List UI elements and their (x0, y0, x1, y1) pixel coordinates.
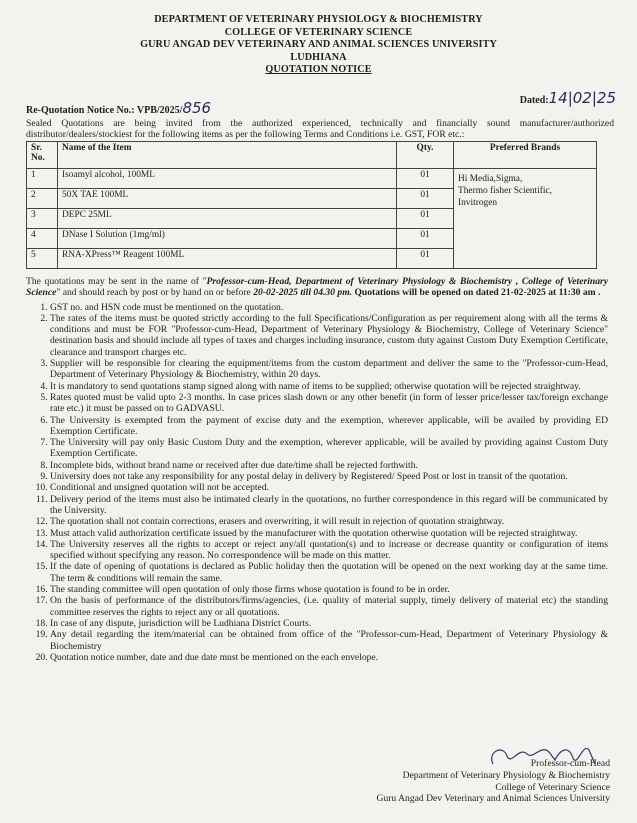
cell-sr: 4 (27, 229, 58, 249)
list-item: 7. The University will pay only Basic Custom Duty and the exemption, wherever applicable, will be availed by providing against Custom Duty Exemption Certificate. (50, 437, 608, 460)
list-item: 11. Delivery period of the items must also be intimated clearly in the quotations, no further correspondence in this regard will be communicated by the University. (50, 494, 608, 517)
signatory-title: Professor-cum-Head (530, 758, 610, 769)
cell-qty: 01 (397, 229, 454, 249)
opening-date: Quotations will be opened on dated 21-02-2025 at 11:30 am . (352, 287, 601, 299)
notice-title: QUOTATION NOTICE (265, 64, 372, 76)
cell-sr: 1 (27, 169, 58, 189)
table-row (27, 169, 597, 189)
signatory-university: Guru Angad Dev Veterinary and Animal Sciences University (376, 793, 610, 805)
list-item: 9. University does not take any responsibility for any postal delay in delivery by Registered/ Speed Post or lost in transit of the quotation. (50, 471, 608, 482)
list-item: 6. The University is exempted from the payment of excise duty and the exemption, wherever applicable, will be availed by providing ED Exemption Certificate. (50, 415, 608, 438)
list-item: 3. Supplier will be responsible for clearing the equipment/items from the custom department and deliver the same to the "Professor-cum-Head, Department of Veterinary Physiology & Biochemistry, within 20 days. (50, 358, 608, 381)
notice-number-label: Re-Quotation Notice No.: VPB/2025/ (26, 105, 183, 116)
intro-paragraph: Sealed Quotations are being invited from the authorized experienced, technically and financially sound manufacturer/authorized distributor/dealers/stockiest for the following items as per the following Terms and Conditions i.e. GST, FOR etc.: (26, 118, 614, 141)
cell-sr: 2 (27, 189, 58, 209)
list-item: 19. Any detail regarding the item/material can be obtained from office of the "Professor-cum-Head, Department of Veterinary Physiology & Biochemistry (50, 629, 608, 652)
date-label: Dated: (519, 95, 549, 106)
reference-line (26, 89, 616, 117)
signatory-college: College of Veterinary Science (495, 781, 610, 793)
university-name: GURU ANGAD DEV VETERINARY AND ANIMAL SCIENCES UNIVERSITY (140, 39, 497, 51)
header-qty: Qty. (397, 142, 454, 169)
cell-sr: 3 (27, 209, 58, 229)
addressee: Professor-cum-Head, Department of Veterinary Physiology & Biochemistry , College of Veterinary Science (26, 276, 609, 299)
city-name: LUDHIANA (290, 51, 347, 63)
cell-qty: 01 (397, 209, 454, 229)
items-table (26, 141, 597, 269)
cell-qty: 01 (397, 249, 454, 269)
department-name: DEPARTMENT OF VETERINARY PHYSIOLOGY & BIOCHEMISTRY (154, 14, 483, 25)
terms-list (26, 302, 608, 664)
list-item: 17. On the basis of performance of the distributors/firms/agencies, (i.e. quality of material supply, timely delivery of material etc) the standing committee reserves the rights to reject any or all quotations. (50, 595, 608, 618)
header-item-name: Name of the Item (58, 142, 397, 169)
table-header-row (27, 142, 597, 169)
list-item: 20. Quotation notice number, date and due date must be mentioned on the each envelope. (50, 652, 608, 663)
list-item: 8. Incomplete bids, without brand name or received after due date/time shall be rejected forthwith. (50, 460, 608, 471)
brand-line: Thermo fisher Scientific, (458, 186, 552, 196)
signature-scribble-icon (485, 738, 605, 772)
list-item: 12. The quotation shall not contain corrections, erasers and overwriting, it will result in rejection of quotation straightway. (50, 516, 608, 527)
cell-sr: 5 (27, 249, 58, 269)
signatory-department: Department of Veterinary Physiology & Biochemistry (402, 769, 610, 781)
cell-item: DNase I Solution (1mg/ml) (58, 229, 397, 249)
due-date: 20-02-2025 till 04.30 pm. (253, 287, 353, 299)
list-item: 15. If the date of opening of quotations is declared as Public holiday then the quotation will be opened on the next working day at the same time. The term & conditions will remain the same. (50, 561, 608, 584)
letterhead (0, 14, 637, 77)
notice-body (26, 276, 608, 663)
handwritten-notice-number: 856 (182, 99, 212, 117)
list-item: 2. The rates of the items must be quoted strictly according to the full Specifications/Configuration as per requirement along with all the terms & conditions and must be FOR "Professor-cum-Head, Department of Veterinary Physiology & Biochemistry, College of Veterinary Science" destination basis and should include all types of taxes and charges including insurance, custom duty against Custom Duty Exemption Certificate, clearance and transport charges etc. (50, 313, 608, 358)
notice-date (520, 89, 616, 107)
cell-item: DEPC 25ML (58, 209, 397, 229)
cell-item: Isoamyl alcohol, 100ML (58, 169, 397, 189)
list-item: 5. Rates quoted must be valid upto 2-3 months. In case prices slash down or any other benefit (in form of lesser price/lesser tax/foreign exchange rate etc.) it must be passed on to GADVASU. (50, 392, 608, 415)
list-item: 18. In case of any dispute, jurisdiction will be Ludhiana District Courts. (50, 618, 608, 629)
cell-qty: 01 (397, 189, 454, 209)
list-item: 16. The standing committee will open quotation of only those firms whose quotation is found to be in order. (50, 584, 608, 595)
list-item: 13. Must attach valid authorization certificate issued by the manufacturer with the quotation otherwise quotation will be rejected straightway. (50, 528, 608, 539)
notice-number (26, 99, 211, 117)
header-sr-no: Sr. No. (27, 142, 58, 169)
brand-line: Hi Media,Sigma, (458, 174, 523, 184)
cell-item: 50X TAE 100ML (58, 189, 397, 209)
brand-line: Invitrogen (458, 198, 498, 208)
cell-qty: 01 (397, 169, 454, 189)
cell-preferred-brands (454, 169, 597, 269)
signature-block (330, 744, 610, 805)
header-preferred-brands: Preferred Brands (454, 142, 597, 169)
cell-item: RNA-XPress™ Reagent 100ML (58, 249, 397, 269)
list-item: 1. GST no. and HSN code must be mentioned on the quotation. (50, 302, 608, 313)
list-item: 10. Conditional and unsigned quotation will not be accepted. (50, 482, 608, 493)
submission-paragraph: The quotations may be sent in the name of "Professor-cum-Head, Department of Veterinary Physiology & Biochemistry , College of Veterinary Science" and should reach by post or by hand on or before 20-02-2025 till 04.30 pm. Quotations will be opened on dated 21-02-2025 at 11:30 am . (26, 276, 609, 299)
handwritten-date: 14|02|25 (548, 89, 616, 107)
college-name: COLLEGE OF VETERINARY SCIENCE (224, 26, 413, 38)
list-item: 14. The University reserves all the rights to accept or reject any/all quotation(s) and to increase or decrease quantity or configuration of items specified without specifying any reason. No correspondence will be made on this matter. (50, 539, 608, 562)
list-item: 4. It is mandatory to send quotations stamp signed along with name of items to be supplied; otherwise quotation will be rejected straightway. (50, 381, 608, 392)
